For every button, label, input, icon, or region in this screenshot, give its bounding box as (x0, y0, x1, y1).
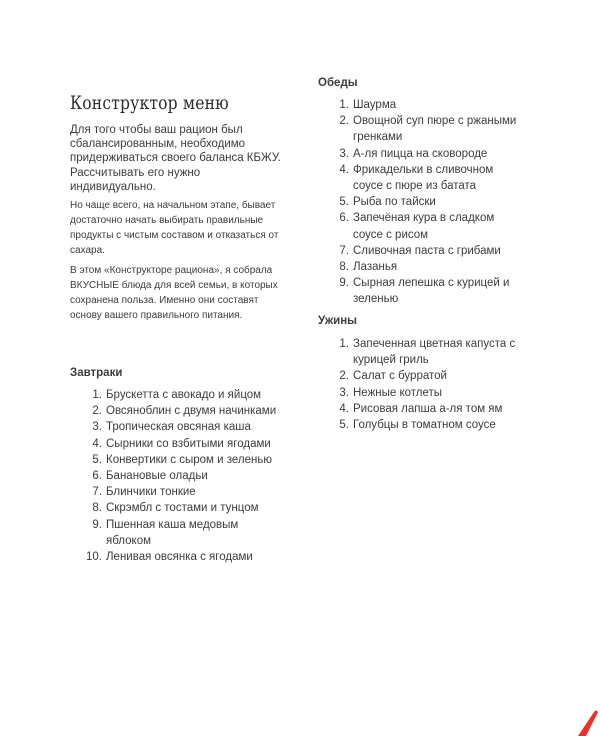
list-item-label: А-ля пицца на сковороде (353, 147, 488, 160)
list-item (339, 259, 533, 275)
list-item (92, 452, 306, 468)
list-item-number: 8. (339, 261, 349, 274)
list-item-number: 2. (339, 115, 349, 128)
list-item-label: Брускетта с авокадо и яйцом (106, 389, 262, 401)
dinner-list (339, 336, 533, 433)
list-item (339, 417, 533, 433)
list-item-label: Ленивая овсянка с ягодами (106, 551, 253, 564)
list-item (339, 243, 533, 259)
list-item-label: Скрэмбл с тостами и тунцом (106, 502, 259, 515)
list-item-label: Сырная лепешка с курицей и зеленью (353, 277, 510, 306)
list-item-number: 6. (339, 212, 349, 225)
list-item (339, 275, 521, 307)
list-item-number: 1. (339, 338, 349, 350)
list-item-number: 4. (339, 402, 349, 415)
list-item-number: 4. (339, 163, 349, 176)
list-item-number: 1. (339, 99, 349, 111)
list-item-number: 9. (92, 518, 102, 531)
page-title: Конструктор меню (70, 92, 229, 114)
list-item-number: 2. (339, 370, 349, 383)
list-item (86, 549, 306, 565)
list-item (92, 517, 246, 549)
list-item-label: Сырники со взбитыми ягодами (106, 437, 271, 450)
list-item-label: Фрикадельки в сливочном соусе с пюре из батата (353, 163, 494, 193)
brush-stroke-decoration (574, 706, 600, 736)
list-item-label: Запечёная кура в сладком соусе с рисом (353, 212, 495, 241)
list-item-label: Запеченная цветная капуста с курицей гриль (353, 338, 516, 367)
list-item (339, 210, 503, 242)
list-item (339, 401, 533, 417)
list-item-label: Рыба по тайски (353, 196, 436, 209)
list-item (92, 500, 306, 516)
list-item-label: Банановые оладьи (106, 470, 208, 483)
breakfast-list (86, 387, 306, 565)
list-item (92, 403, 306, 419)
list-item-label: Шаурма (353, 99, 397, 111)
list-item-number: 5. (339, 419, 349, 432)
list-item-label: Пшенная каша медовым яблоком (106, 518, 239, 547)
list-item-number: 7. (339, 244, 349, 257)
list-item-label: Нежные котлеты (353, 386, 443, 399)
dinner-heading: Ужины (318, 315, 357, 327)
list-item-number: 7. (92, 486, 102, 499)
list-item (339, 368, 533, 384)
list-item-number: 6. (92, 470, 102, 483)
list-item-number: 3. (339, 147, 349, 160)
list-item-number: 1. (92, 389, 102, 401)
breakfast-heading: Завтраки (70, 367, 123, 379)
intro-paragraph-2: Но чаще всего, на начальном этапе, бывает достаточно начать выбирать правильные продукты с чистым составом и отказаться от сахара. (70, 200, 279, 256)
list-item-label: Конвертики с сыром и зеленью (106, 453, 273, 466)
list-item (92, 436, 306, 452)
list-item-label: Овощной суп пюре с ржаными гренками (353, 115, 517, 144)
list-item-number: 4. (92, 437, 102, 450)
list-item-number: 3. (339, 386, 349, 399)
intro-paragraph-3: В этом «Конструкторе рациона», я собрала ВКУСНЫЕ блюда для всей семьи, в которых сохранена польза. Именно они составят основу вашего правильного питания. (70, 265, 278, 321)
list-item (92, 484, 306, 500)
list-item-label: Овсяноблин с двумя начинками (106, 405, 277, 418)
list-item (339, 146, 533, 162)
list-item-label: Лазанья (353, 261, 398, 274)
list-item-number: 8. (92, 502, 102, 515)
list-item-number: 9. (339, 277, 349, 290)
list-item-label: Блинчики тонкие (106, 486, 196, 499)
list-item-number: 3. (92, 421, 102, 434)
list-item-label: Салат с бурратой (353, 370, 447, 383)
list-item-number: 5. (339, 196, 349, 209)
list-item-label: Голубцы в томатном соусе (353, 419, 496, 432)
list-item-label: Тропическая овсяная каша (106, 421, 251, 434)
intro-paragraph-1: Для того чтобы ваш рацион был сбалансированным, необходимо придерживаться своего баланса КБЖУ. Рассчитывать его нужно индивидуально. (70, 124, 281, 193)
list-item (339, 113, 525, 145)
list-item (92, 419, 306, 435)
list-item (92, 468, 306, 484)
list-item (339, 336, 525, 368)
list-item-number: 2. (92, 405, 102, 418)
lunch-list (339, 97, 533, 308)
list-item-label: Рисовая лапша а-ля том ям (353, 402, 503, 415)
list-item-label: Сливочная паста с грибами (353, 244, 501, 257)
list-item (339, 97, 533, 113)
list-item-number: 5. (92, 453, 102, 466)
list-item (339, 194, 533, 210)
list-item (339, 385, 533, 401)
list-item-number: 10. (86, 551, 102, 564)
lunch-heading: Обеды (318, 77, 358, 89)
list-item (339, 162, 503, 194)
list-item (92, 387, 306, 403)
